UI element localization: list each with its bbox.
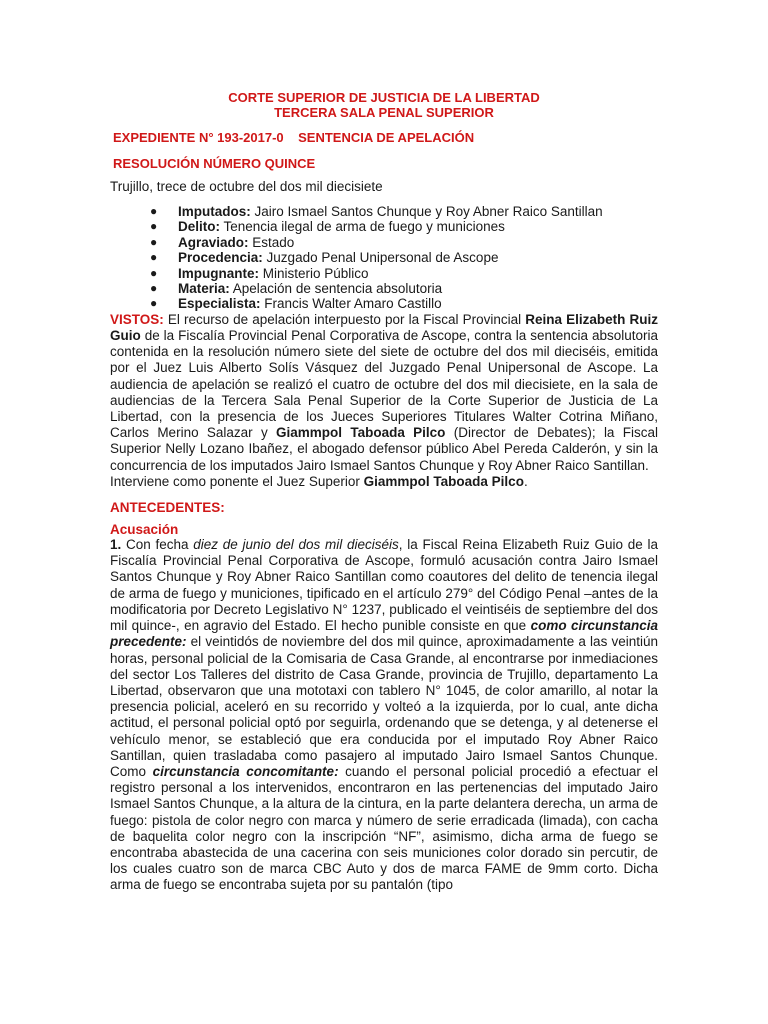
concomitant-circumstance: circunstancia concomitante:	[152, 763, 339, 779]
p1-text-4: cuando el personal policial procedió a efectuar el registro personal a los intervenidos, encontraron en las pertenencias del imputado Jairo Ismael Santos Chunque, a la altura de la cintura, en la parte delantera derecha, un arma de fuego: pistola de color negro con marca y número de serie erradicada (limada), con cacha de baquelita color negro con la inscripción “NF”, asimismo, dicha arma de fuego se encontraba abastecida de una cacerina con seis municiones color dorado sin percutir, de los cuales cuatro son de marca CBC Auto y dos de marca FAME de 9mm corto. Dicha arma de fuego se encontraba sujeta por su pantalón (tipo	[110, 763, 658, 893]
case-number-row	[113, 129, 658, 147]
case-info-item	[150, 281, 658, 296]
ponente-text-2: .	[523, 473, 528, 489]
precedent-circumstance: como circunstancia precedente:	[110, 618, 659, 650]
vistos-text-1: El recurso de apelación interpuesto por la Fiscal Provincial	[163, 311, 526, 327]
accusation-date: diez de junio del dos mil dieciséis	[193, 537, 399, 553]
date-line: Trujillo, trece de octubre del dos mil diecisiete	[110, 179, 383, 194]
case-info-value: Juzgado Penal Unipersonal de Ascope	[262, 250, 499, 266]
court-header	[110, 90, 658, 120]
p1-text-1: Con fecha	[121, 537, 194, 553]
bullet-icon: ●	[150, 250, 158, 265]
chamber-name: TERCERA SALA PENAL SUPERIOR	[274, 105, 494, 120]
vistos-paragraph	[110, 312, 658, 474]
bullet-icon: ●	[150, 281, 158, 296]
vistos-label: VISTOS:	[110, 311, 164, 327]
paragraph-1	[110, 537, 658, 893]
case-info-label: Delito:	[178, 219, 220, 235]
bullet-icon: ●	[150, 234, 158, 249]
ponente-text-1: Interviene como ponente el Juez Superior	[110, 473, 364, 489]
case-info-label: Impugnante:	[178, 265, 259, 281]
document-type: SENTENCIA DE APELACIÓN	[298, 130, 475, 145]
case-info-value: Ministerio Público	[259, 265, 369, 281]
bullet-icon: ●	[150, 204, 158, 218]
bullet-icon: ●	[150, 219, 158, 234]
case-info-item	[150, 266, 658, 281]
bullet-icon: ●	[150, 265, 158, 280]
p1-text-2: , la Fiscal Reina Elizabeth Ruiz Guio de la Fiscalía Provincial Penal Corporativa de Ascope, formuló acusación contra Jairo Ismael Santos Chunque y Roy Abner Raico Santillan como coautores del delito de tenencia ilegal de arma de fuego y municiones, tipificado en el artículo 279° del Código Penal –antes de la modificatoria por Decreto Legislativo N° 1237, publicado el veintiséis de septiembre del dos mil quince-, en agravio del Estado. El hecho punible consiste en que	[110, 537, 659, 634]
document-page	[110, 90, 658, 894]
case-info-item	[150, 250, 658, 265]
case-info-value: Francis Walter Amaro Castillo	[260, 296, 442, 312]
vistos-text-2: de la Fiscalía Provincial Penal Corporativa de Ascope, contra la sentencia absolutoria contenida en la resolución número siete del siete de octubre del dos mil dieciséis, emitida por el Juez Luis Alberto Solís Vásquez del Juzgado Penal Unipersonal de Ascope. La audiencia de apelación se realizó el cuatro de octubre del dos mil diecisiete, en la sala de audiencias de la Tercera Sala Penal Superior de la Corte Superior de Justicia de La Libertad, con la presencia de los Jueces Superiores Titulares Walter Cotrina Miñano, Carlos Merino Salazar y	[110, 328, 658, 441]
case-info-item	[150, 235, 658, 250]
case-number: EXPEDIENTE N° 193-2017-0	[113, 130, 284, 145]
fiscal-name: Reina Elizabeth Ruiz Guio	[110, 311, 658, 344]
antecedentes-heading: ANTECEDENTES:	[110, 500, 225, 516]
vistos-text-3: (Director de Debates); la Fiscal Superior Nelly Lozano Ibañez, el abogado defensor público Abel Pereda Calderón, y sin la concurrencia de los imputados Jairo Ismael Santos Chunque y Roy Abner Raico Santillan.	[110, 425, 659, 473]
case-info-value: Tenencia ilegal de arma de fuego y municiones	[220, 219, 505, 235]
case-info-value: Jairo Ismael Santos Chunque y Roy Abner Raico Santillan	[250, 204, 603, 219]
p1-text-3: el veintidós de noviembre del dos mil quince, aproximadamente a las veintiún horas, personal policial de la Comisaria de Casa Grande, al encontrarse por inmediaciones del sector Los Talleres del distrito de Casa Grande, provincia de Trujillo, departamento La Libertad, observaron que una mototaxi con tablero N° 1045, de color amarillo, al notar la presencia policial, aceleró en su recorrido y volteó a la izquierda, por lo cual, ante dicha actitud, el personal policial optó por seguirla, ordenando que se detenga, y al detenerse el vehículo menor, se estableció que era conducida por el imputado Roy Abner Raico Santillan, quien trasladaba como pasajero al imputado Jairo Ismael Santos Chunque. Como	[110, 634, 658, 779]
case-info-label: Agraviado:	[178, 234, 249, 250]
acusacion-heading: Acusación	[110, 522, 179, 538]
case-info-label: Imputados:	[178, 204, 251, 219]
case-info-item	[150, 219, 658, 234]
case-info-label: Materia:	[178, 281, 230, 297]
case-info-item	[150, 204, 658, 219]
case-info-list	[110, 204, 658, 312]
case-info-value: Estado	[248, 234, 295, 250]
case-info-label: Procedencia:	[178, 250, 263, 266]
director-name: Giammpol Taboada Pilco	[276, 425, 446, 441]
case-info-label: Especialista:	[178, 296, 261, 312]
case-info-value: Apelación de sentencia absolutoria	[229, 281, 443, 297]
case-info-item	[150, 296, 658, 311]
ponente-name: Giammpol Taboada Pilco	[363, 473, 524, 489]
bullet-icon: ●	[150, 296, 158, 311]
resolution-number: RESOLUCIÓN NÚMERO QUINCE	[113, 156, 316, 171]
paragraph-number: 1.	[110, 537, 122, 553]
court-name: CORTE SUPERIOR DE JUSTICIA DE LA LIBERTAD	[228, 90, 540, 105]
ponente-paragraph	[110, 474, 658, 490]
